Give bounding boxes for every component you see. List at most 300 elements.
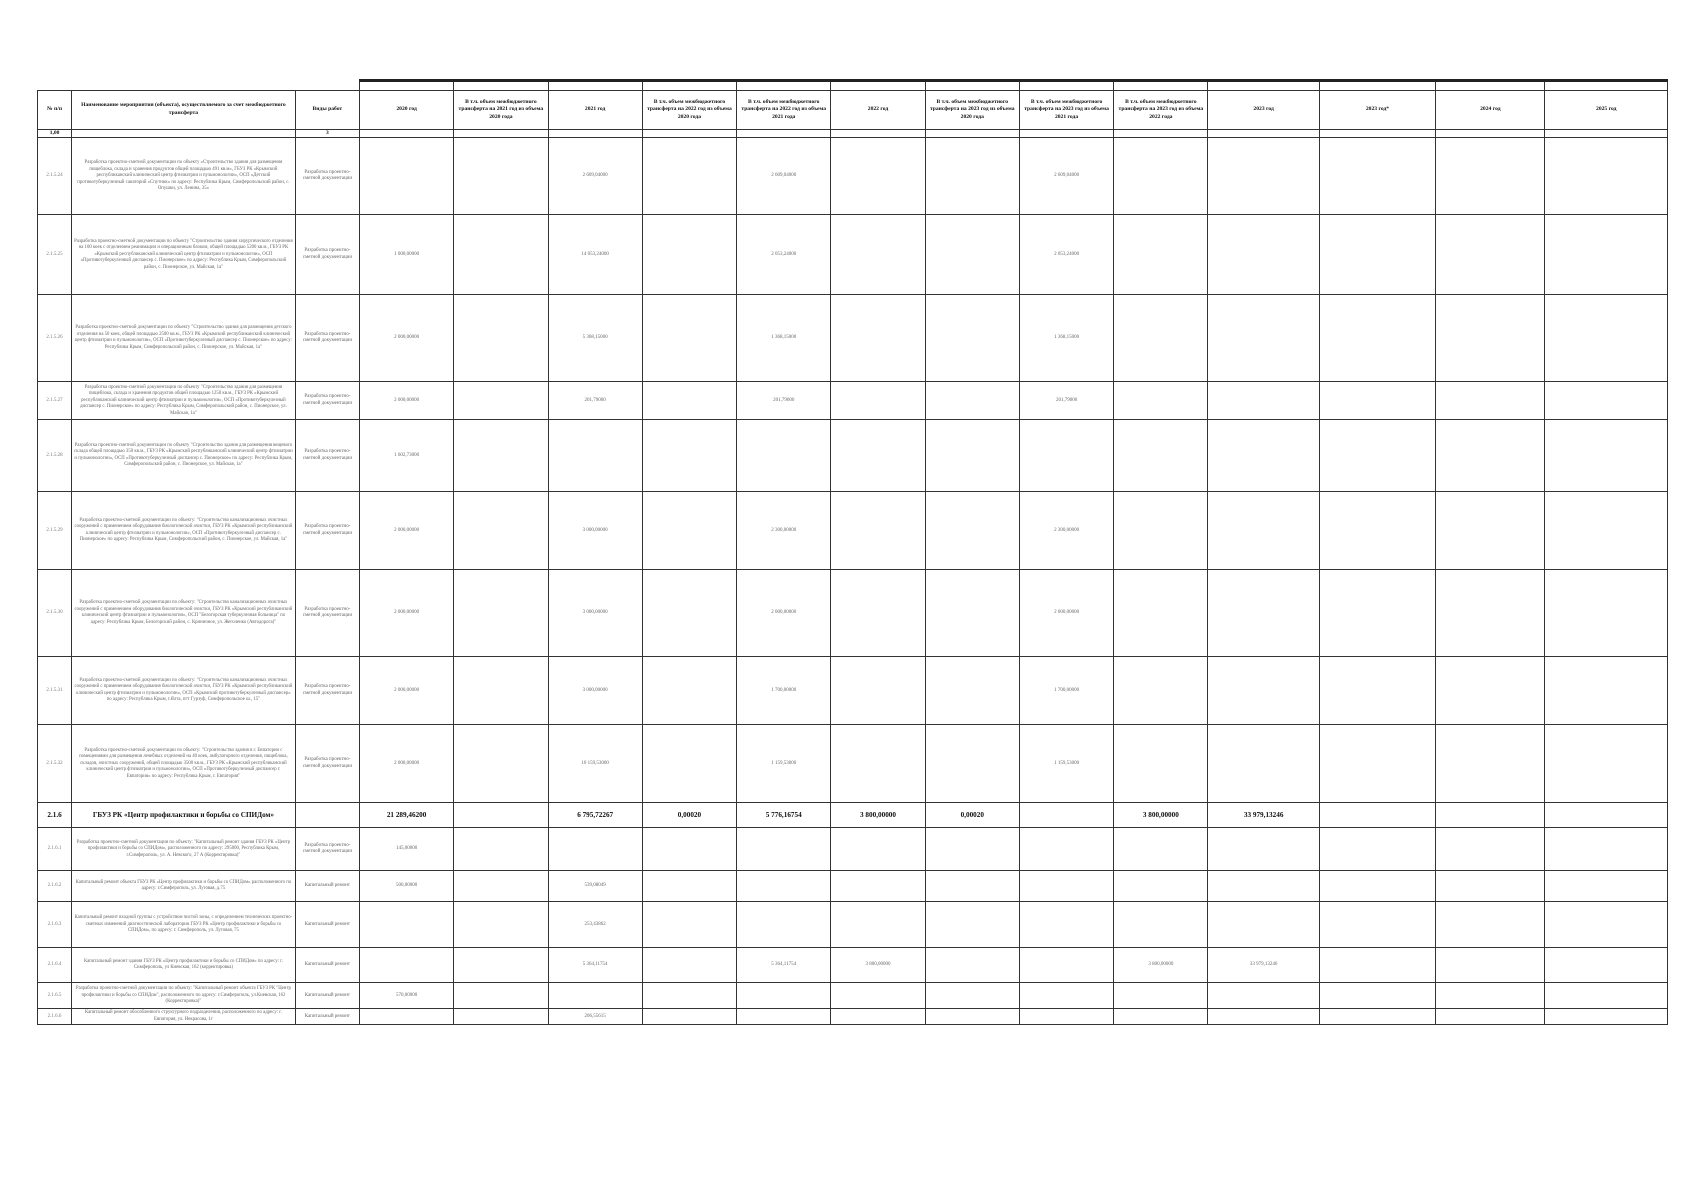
row-value [1019, 828, 1113, 871]
row-value: 1 368,15000 [1019, 295, 1113, 382]
column-number-row [38, 130, 1668, 138]
row-value [1114, 492, 1208, 570]
row-value: 5 364,11754 [737, 948, 831, 983]
row-value [1545, 138, 1668, 215]
row-value [1319, 295, 1435, 382]
row-work-type: Разработка проектно-сметной документации [295, 492, 359, 570]
column-number-cell [737, 130, 831, 138]
row-value [454, 570, 548, 657]
row-value [454, 948, 548, 983]
row-value [1319, 725, 1435, 803]
row-value: 500,00000 [359, 871, 453, 902]
row-value: 1 000,00000 [359, 215, 453, 295]
row-value: 2 000,00000 [359, 657, 453, 725]
row-description: Разработка проектно-сметной документации по объекту "Строительство здания хирургического отделения на 100 коек с отделением реанимации и операционным блоком, общей площадью 5200 кв.м., ГБУЗ РК «Крымский республиканский клинический центр фтизиатрии и пульмонологии», ОСП «Противотуберкулезный диспансер с. Пионерское» по адресу: Республика Крым, Симферопольский район, с. Пионерское, ул. Майская, 1а" [72, 215, 296, 295]
table-row [38, 382, 1668, 420]
row-value: 206,55615 [548, 1009, 642, 1025]
row-value [925, 948, 1019, 983]
row-value [925, 871, 1019, 902]
row-value [1545, 983, 1668, 1009]
row-value: 2 000,00000 [359, 570, 453, 657]
column-number-cell [1436, 130, 1545, 138]
row-value: 3 800,00000 [1114, 803, 1208, 828]
row-value [1019, 1009, 1113, 1025]
row-work-type: Капитальный ремонт [295, 1009, 359, 1025]
row-value [454, 828, 548, 871]
row-value: 1 159,53000 [737, 725, 831, 803]
row-value [1208, 492, 1319, 570]
row-value [1114, 215, 1208, 295]
column-number-cell [72, 130, 296, 138]
row-value [925, 570, 1019, 657]
row-work-type: Капитальный ремонт [295, 902, 359, 948]
row-value [1019, 902, 1113, 948]
row-value [831, 138, 925, 215]
row-value [1319, 983, 1435, 1009]
row-number: 2.1.6.1 [38, 828, 72, 871]
column-number-cell [925, 130, 1019, 138]
row-work-type: Разработка проектно-сметной документации [295, 570, 359, 657]
row-number: 2.1.5.24 [38, 138, 72, 215]
row-value [642, 828, 736, 871]
row-value [454, 138, 548, 215]
row-value [1436, 1009, 1545, 1025]
row-value [1019, 983, 1113, 1009]
row-value: 3 800,00000 [831, 948, 925, 983]
column-header: 2025 год [1545, 91, 1668, 130]
row-value [737, 420, 831, 492]
column-header: В т.ч. объем межбюджетного трансферта на 2022 год из объема 2020 года [642, 91, 736, 130]
row-value: 253,43862 [548, 902, 642, 948]
row-description: Разработка проектно-сметной документации по объекту: "Строительство канализационных очистных сооружений с применением оборудования биологической очистки, ГБУЗ РК «Крымский республиканский клинический центр фтизиатрии и пульмонологии», ОСП "Белогорская туберкулезная больница" по адресу: Республика Крым, Белогорский район, с. Криничное, ул. Жеголенко (Автодорога)" [72, 570, 296, 657]
row-value [454, 657, 548, 725]
row-value: 2 000,00000 [359, 492, 453, 570]
row-number: 2.1.5.28 [38, 420, 72, 492]
row-value [925, 902, 1019, 948]
table-row [38, 570, 1668, 657]
row-description: Разработка проектно-сметной документации по объекту "Строительство здания для размещения пищеблока, склада и хранения продуктов общей площадью 1250 кв.м., ГБУЗ РК «Крымский республиканский клинический центр фтизиатрии и пульмонологии», ОСП «Противотуберкулезный диспансер с. Пионерское» по адресу: Республика Крым, Симферопольский район, с. Пионерское, ул. Майская, 1а" [72, 382, 296, 420]
row-value: 3 800,00000 [831, 803, 925, 828]
row-number: 2.1.6 [38, 803, 72, 828]
row-number: 2.1.5.26 [38, 295, 72, 382]
table-row [38, 492, 1668, 570]
row-value [1545, 725, 1668, 803]
row-value: 1 159,53000 [1019, 725, 1113, 803]
row-value [1319, 902, 1435, 948]
column-number-cell [359, 130, 453, 138]
row-value [359, 1009, 453, 1025]
table-row [38, 138, 1668, 215]
row-value: 2 000,00000 [1019, 570, 1113, 657]
budget-table [37, 79, 1668, 1025]
column-header: В т.ч. объем межбюджетного трансферта на 2022 год из объема 2021 года [737, 91, 831, 130]
row-value [1019, 948, 1113, 983]
row-value [454, 215, 548, 295]
table-row [38, 215, 1668, 295]
row-description: Капитальный ремонт объекта ГБУЗ РК «Центр профилактики и борьбы со СПИДом» расположенного по адресу: г.Симферополь, ул. Луговая, д.75 [72, 871, 296, 902]
row-value: 2 053,24000 [737, 215, 831, 295]
column-header: 2024 год [1436, 91, 1545, 130]
column-header: В т.ч. объем межбюджетного трансферта на 2023 год из объема 2020 года [925, 91, 1019, 130]
row-value: 539,08049 [548, 871, 642, 902]
row-value [925, 725, 1019, 803]
row-value [548, 983, 642, 1009]
row-value: 2 053,24000 [1019, 215, 1113, 295]
row-value [1019, 420, 1113, 492]
row-value [1545, 1009, 1668, 1025]
row-value: 1 368,15000 [737, 295, 831, 382]
row-value: 570,00000 [359, 983, 453, 1009]
row-value [1436, 215, 1545, 295]
row-value [737, 871, 831, 902]
row-value [642, 983, 736, 1009]
row-value [454, 382, 548, 420]
row-number: 2.1.5.29 [38, 492, 72, 570]
row-value [454, 871, 548, 902]
column-header: Виды работ [295, 91, 359, 130]
row-value [1436, 420, 1545, 492]
column-number-cell [642, 130, 736, 138]
row-value: 33 979,13246 [1208, 948, 1319, 983]
row-value [925, 828, 1019, 871]
row-value: 2 000,00000 [359, 295, 453, 382]
row-value [1436, 492, 1545, 570]
row-work-type: Капитальный ремонт [295, 871, 359, 902]
row-value [359, 948, 453, 983]
row-value: 3 800,00000 [1114, 948, 1208, 983]
row-value [1208, 871, 1319, 902]
row-description: Разработка проектно-сметной документации по объекту: "Капитальный ремонт здания ГБУЗ РК «Центр профилактики и борьбы со СПИДом», расположенного по адресу: 295000, Республика Крым, г.Симферополь, ул. А. Невского, 27 А (Корректировка)" [72, 828, 296, 871]
row-description: Разработка проектно-сметной документации по объекту «Строительство здания для размещения пищеблока, склада и хранения продуктов общей площадью 491 кв.м», ГБУЗ РК «Крымский республиканский клинический центр фтизиатрии и пульмонологии», ОСП «Детский противотуберкулезный санаторий «Спутник» по адресу: Республика Крым, Симферопольский район, с. Опушки, ул. Ленина, 35» [72, 138, 296, 215]
row-value [642, 138, 736, 215]
row-work-type: Капитальный ремонт [295, 948, 359, 983]
row-value [1436, 902, 1545, 948]
row-value: 5 776,16754 [737, 803, 831, 828]
row-value [1114, 902, 1208, 948]
row-value [454, 492, 548, 570]
row-value [1208, 725, 1319, 803]
row-work-type: Разработка проектно-сметной документации [295, 828, 359, 871]
row-description: Капитальный ремонт входной группы с устройством чистой зоны, с определением технических проектно-сметных изменений диагностической лаборатории ГБУЗ РК «Центр профилактики и борьбы со СПИДом», по адресу: г. Симферополь, ул. Луговая, 75 [72, 902, 296, 948]
column-number-cell [1019, 130, 1113, 138]
row-value: 2 000,00000 [737, 570, 831, 657]
row-value [1208, 382, 1319, 420]
row-value [1114, 657, 1208, 725]
row-number: 2.1.6.3 [38, 902, 72, 948]
row-value [454, 1009, 548, 1025]
row-value [1114, 828, 1208, 871]
row-number: 2.1.6.4 [38, 948, 72, 983]
row-description: Разработка проектно-сметной документации по объекту "Строительство здания для размещения детского отделения на 50 коек, общей площадью 2500 кв.м., ГБУЗ РК «Крымский республиканский клинический центр фтизиатрии и пульмонологии», ОСП «Противотуберкулезный диспансер с. Пионерское» по адресу: Республика Крым, Симферопольский район, с. Пионерское, ул. Майская, 1а" [72, 295, 296, 382]
column-header: В т.ч. объем межбюджетного трансферта на 2023 год из объема 2022 года [1114, 91, 1208, 130]
row-work-type: Разработка проектно-сметной документации [295, 138, 359, 215]
table-row [38, 828, 1668, 871]
row-value [642, 492, 736, 570]
row-value [359, 902, 453, 948]
column-number-cell: 3 [295, 130, 359, 138]
row-value [642, 871, 736, 902]
row-number: 2.1.6.6 [38, 1009, 72, 1025]
row-value: 0,00020 [642, 803, 736, 828]
row-value [1319, 492, 1435, 570]
row-value: 2 609,04000 [1019, 138, 1113, 215]
row-value [831, 420, 925, 492]
row-value [1319, 1009, 1435, 1025]
row-value: 33 979,13246 [1208, 803, 1319, 828]
row-value [831, 570, 925, 657]
column-number-cell [1319, 130, 1435, 138]
column-header: 2020 год [359, 91, 453, 130]
row-value [642, 295, 736, 382]
row-value [831, 828, 925, 871]
row-value: 201,79000 [548, 382, 642, 420]
column-header: В т.ч. объем межбюджетного трансферта на 2023 год из объема 2021 года [1019, 91, 1113, 130]
row-value [1208, 983, 1319, 1009]
row-description: Разработка проектно-сметной документации по объекту: "Капитальный ремонт объекта ГБУЗ РК "Центр профилактики и борьбы со СПИДом", расположенного по адресу: г.Симферополь, ул.Киевская, 162 (Корректировка)" [72, 983, 296, 1009]
table-row [38, 657, 1668, 725]
row-value [925, 215, 1019, 295]
row-value: 21 289,46200 [359, 803, 453, 828]
row-value: 3 000,00000 [548, 570, 642, 657]
row-number: 2.1.5.25 [38, 215, 72, 295]
row-value [454, 420, 548, 492]
row-value [454, 803, 548, 828]
row-value: 3 000,00000 [548, 492, 642, 570]
row-value [642, 215, 736, 295]
row-value [1545, 657, 1668, 725]
row-description: Разработка проектно-сметной документации по объекту: "Строительство канализационных очистных сооружений с применением оборудования биологической очистки, ГБУЗ РК «Крымский республиканский клинический центр фтизиатрии и пульмонологии», ОСП «Крымский противотуберкулезный диспансер» по адресу: Республика Крым, г.Ялта, пгт Гурзуф, Симферопольское ш., 15" [72, 657, 296, 725]
row-value [1319, 420, 1435, 492]
row-value [1114, 138, 1208, 215]
row-value [1545, 420, 1668, 492]
row-value [925, 382, 1019, 420]
row-value [1545, 570, 1668, 657]
row-value [1114, 420, 1208, 492]
row-value: 3 000,00000 [548, 657, 642, 725]
row-value: 1 700,00000 [737, 657, 831, 725]
row-work-type: Разработка проектно-сметной документации [295, 382, 359, 420]
row-value [548, 828, 642, 871]
row-value [1208, 570, 1319, 657]
table-body [38, 138, 1668, 1025]
row-value [1436, 828, 1545, 871]
row-value [454, 983, 548, 1009]
table-row [38, 871, 1668, 902]
row-value: 1 602,73000 [359, 420, 453, 492]
row-value [454, 902, 548, 948]
row-value: 2 000,00000 [359, 382, 453, 420]
row-value [1436, 983, 1545, 1009]
row-value [831, 725, 925, 803]
column-header: 2021 год [548, 91, 642, 130]
row-value [1436, 295, 1545, 382]
table-row [38, 983, 1668, 1009]
row-description: ГБУЗ РК «Центр профилактики и борьбы со СПИДом» [72, 803, 296, 828]
row-value: 14 053,24000 [548, 215, 642, 295]
row-value [925, 657, 1019, 725]
row-value [831, 382, 925, 420]
table-top-border [38, 81, 1668, 91]
table-row [38, 948, 1668, 983]
column-header: № п/п [38, 91, 72, 130]
row-value [1114, 871, 1208, 902]
row-value: 6 795,72267 [548, 803, 642, 828]
row-value: 201,79000 [1019, 382, 1113, 420]
row-value: 145,00000 [359, 828, 453, 871]
row-value [831, 983, 925, 1009]
row-value [1319, 215, 1435, 295]
table-row [38, 420, 1668, 492]
row-value [1208, 138, 1319, 215]
row-value: 2 000,00000 [359, 725, 453, 803]
row-value [1436, 382, 1545, 420]
column-number-cell [1545, 130, 1668, 138]
row-value [1319, 657, 1435, 725]
row-value [359, 138, 453, 215]
row-value [831, 295, 925, 382]
row-value [1208, 657, 1319, 725]
row-value: 2 609,04000 [737, 138, 831, 215]
row-value: 1 700,00000 [1019, 657, 1113, 725]
row-value [1208, 1009, 1319, 1025]
row-value: 2 300,00000 [737, 492, 831, 570]
column-header: 2023 год* [1319, 91, 1435, 130]
row-description: Разработка проектно-сметной документации по объекту: "Строительство канализационных очистных сооружений с применением оборудования биологической очистки, ГБУЗ РК «Крымский республиканский клинический центр фтизиатрии и пульмонологии», ОСП «Противотуберкулезный диспансер с. Пионерское» по адресу: Республика Крым, Симферопольский район, с. Пионерское, ул. Майская, 1а" [72, 492, 296, 570]
row-value [642, 1009, 736, 1025]
row-value [1114, 382, 1208, 420]
row-value [1208, 215, 1319, 295]
row-value [1114, 725, 1208, 803]
column-number-cell [1114, 130, 1208, 138]
row-value [642, 902, 736, 948]
row-value [1545, 902, 1668, 948]
row-value: 5 368,15000 [548, 295, 642, 382]
row-value [925, 420, 1019, 492]
row-value [642, 382, 736, 420]
row-value [1436, 803, 1545, 828]
column-number-cell [454, 130, 548, 138]
row-value: 0,00020 [925, 803, 1019, 828]
row-value: 5 364,11754 [548, 948, 642, 983]
row-value [1545, 828, 1668, 871]
row-value [1114, 295, 1208, 382]
row-value [1319, 948, 1435, 983]
row-value [548, 420, 642, 492]
row-description: Разработка проектно-сметной документации по объекту "Строительство здания для размещения вещевого склада общей площадью 350 кв.м., ГБУЗ РК «Крымский республиканский клинический центр фтизиатрии и пульмонологии», ОСП «Противотуберкулезный диспансер с. Пионерское» по адресу: Республика Крым, Симферопольский район, с. Пионерское, ул. Майская, 1а" [72, 420, 296, 492]
row-value [1114, 1009, 1208, 1025]
row-value [1208, 420, 1319, 492]
table-row [38, 295, 1668, 382]
row-value: 2 609,04000 [548, 138, 642, 215]
row-value [1545, 382, 1668, 420]
row-value [642, 420, 736, 492]
row-value [454, 295, 548, 382]
row-number: 2.1.5.27 [38, 382, 72, 420]
table-header-row [38, 91, 1668, 130]
row-value: 201,79000 [737, 382, 831, 420]
row-value [1208, 902, 1319, 948]
row-value [1319, 382, 1435, 420]
row-value [1436, 948, 1545, 983]
row-work-type [295, 803, 359, 828]
row-value [925, 1009, 1019, 1025]
row-value [454, 725, 548, 803]
row-work-type: Капитальный ремонт [295, 983, 359, 1009]
row-value [1019, 803, 1113, 828]
row-value [831, 215, 925, 295]
column-number-cell: 1,00 [38, 130, 72, 138]
row-value [1319, 871, 1435, 902]
row-number: 2.1.5.30 [38, 570, 72, 657]
row-number: 2.1.6.5 [38, 983, 72, 1009]
row-value [1114, 570, 1208, 657]
column-header: 2023 год [1208, 91, 1319, 130]
column-header: В т.ч. объем межбюджетного трансферта на 2021 год из объема 2020 года [454, 91, 548, 130]
row-value [831, 657, 925, 725]
column-header: Наименование мероприятия (объекта), осуществляемого за счет межбюджетного трансферта [72, 91, 296, 130]
row-value [1019, 871, 1113, 902]
row-value [1208, 295, 1319, 382]
row-value [1545, 215, 1668, 295]
row-value [1436, 138, 1545, 215]
row-value [831, 1009, 925, 1025]
row-value [642, 725, 736, 803]
row-value [1436, 871, 1545, 902]
row-description: Разработка проектно-сметной документации по объекту: "Строительство здания в г. Евпатории с помещениями для размещения лечебных отделений на 40 коек, амбулаторного отделения, пищеблока, складов, очистных сооружений, общей площадью 3500 кв.м., ГБУЗ РК «Крымский республиканский клинический центр фтизиатрии и пульмонологии», ОСП «Противотуберкулезный диспансер г. Евпатория» по адресу: Республика Крым, г. Евпатория" [72, 725, 296, 803]
row-value: 2 300,00000 [1019, 492, 1113, 570]
row-value [1545, 492, 1668, 570]
row-value [831, 902, 925, 948]
row-value [642, 570, 736, 657]
row-number: 2.1.5.32 [38, 725, 72, 803]
row-value [642, 948, 736, 983]
row-value [1436, 657, 1545, 725]
row-work-type: Разработка проектно-сметной документации [295, 420, 359, 492]
table-row [38, 1009, 1668, 1025]
row-value [737, 902, 831, 948]
row-value [1545, 295, 1668, 382]
row-work-type: Разработка проектно-сметной документации [295, 295, 359, 382]
row-value [1545, 948, 1668, 983]
row-value [1114, 983, 1208, 1009]
row-value [1436, 570, 1545, 657]
row-work-type: Разработка проектно-сметной документации [295, 725, 359, 803]
row-value [831, 871, 925, 902]
row-work-type: Разработка проектно-сметной документации [295, 657, 359, 725]
row-value [1319, 570, 1435, 657]
column-number-cell [548, 130, 642, 138]
row-number: 2.1.6.2 [38, 871, 72, 902]
row-value [737, 828, 831, 871]
row-value [1208, 828, 1319, 871]
row-value [1436, 725, 1545, 803]
row-value [1545, 871, 1668, 902]
row-value [831, 492, 925, 570]
row-value [737, 983, 831, 1009]
row-number: 2.1.5.31 [38, 657, 72, 725]
row-value: 10 159,53000 [548, 725, 642, 803]
row-work-type: Разработка проектно-сметной документации [295, 215, 359, 295]
column-number-cell [1208, 130, 1319, 138]
row-value [1319, 803, 1435, 828]
row-value [925, 138, 1019, 215]
row-value [642, 657, 736, 725]
row-value [1545, 803, 1668, 828]
row-description: Капитальный ремонт обособленного структурного подразделения, расположенного по адресу: г. Евпатория, ул. Некрасова, 1г [72, 1009, 296, 1025]
row-value [925, 983, 1019, 1009]
row-description: Капитальный ремонт здания ГБУЗ РК «Центр профилактики и борьбы со СПИДом» по адресу: г. Симферополь, ул Киевская, 162 (корректировка) [72, 948, 296, 983]
row-value [737, 1009, 831, 1025]
